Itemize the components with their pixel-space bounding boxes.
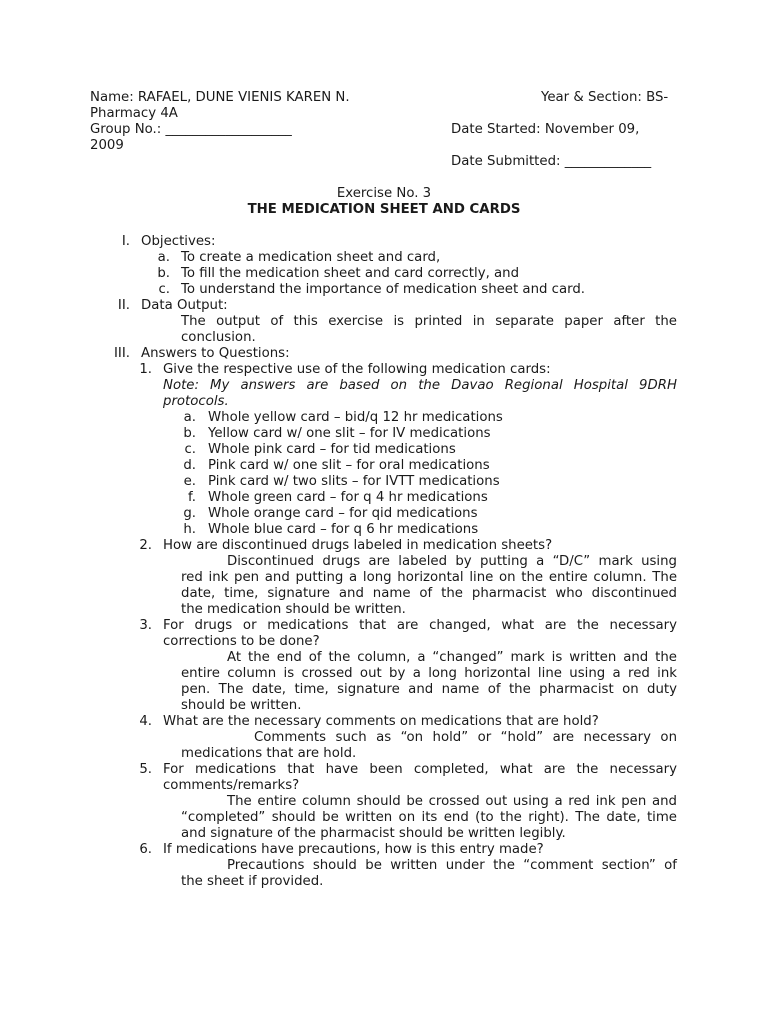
question-number: 4. xyxy=(139,714,152,729)
card-item: Pink card w/ two slits – for IVTT medications xyxy=(208,474,500,489)
question-text: Give the respective use of the following medication cards: xyxy=(163,362,551,377)
card-item: Whole orange card – for qid medications xyxy=(208,506,478,521)
answer-line: Discontinued drugs are labeled by putting a “D/C” mark using xyxy=(227,554,677,569)
objective-item: To create a medication sheet and card, xyxy=(181,250,441,265)
question-number: 5. xyxy=(139,762,152,777)
year-section-label: Year & Section: BS- xyxy=(541,90,669,105)
list-marker: b. xyxy=(183,426,196,441)
answer-line: date, time, signature and name of the pharmacist who discontinued xyxy=(181,586,677,601)
list-marker: h. xyxy=(183,522,196,537)
list-marker: e. xyxy=(183,474,196,489)
answer-line: Comments such as “on hold” or “hold” are necessary on xyxy=(254,730,677,745)
note-line: Note: My answers are based on the Davao Regional Hospital 9DRH xyxy=(163,378,677,393)
question-text: How are discontinued drugs labeled in medication sheets? xyxy=(163,538,553,553)
question-text: corrections to be done? xyxy=(163,634,320,649)
card-item: Whole green card – for q 4 hr medications xyxy=(208,490,488,505)
question-number: 3. xyxy=(139,618,152,633)
section-heading-data-output: Data Output: xyxy=(141,298,228,313)
section-heading-answers: Answers to Questions: xyxy=(141,346,290,361)
answer-line: should be written. xyxy=(181,698,302,713)
note-line: protocols. xyxy=(163,394,229,409)
list-marker: c. xyxy=(184,442,196,457)
document-title: THE MEDICATION SHEET AND CARDS xyxy=(247,202,521,217)
card-item: Yellow card w/ one slit – for IV medications xyxy=(208,426,491,441)
answer-line: “completed” should be written on its end (to the right). The date, time xyxy=(181,810,677,825)
answer-line: The entire column should be crossed out using a red ink pen and xyxy=(227,794,677,809)
group-number: Group No.: ___________________ xyxy=(90,122,292,137)
answer-line: red ink pen and putting a long horizontal line on the entire column. The xyxy=(181,570,677,585)
exercise-number: Exercise No. 3 xyxy=(336,186,432,201)
answer-line: medications that are hold. xyxy=(181,746,357,761)
list-marker: b. xyxy=(157,266,170,281)
card-item: Whole pink card – for tid medications xyxy=(208,442,456,457)
date-started-year: 2009 xyxy=(90,138,124,153)
question-number: 2. xyxy=(139,538,152,553)
date-submitted: Date Submitted: _____________ xyxy=(451,154,652,169)
question-text: For medications that have been completed, what are the necessary xyxy=(163,762,677,777)
student-name: Name: RAFAEL, DUNE VIENIS KAREN N. xyxy=(90,90,350,105)
card-item: Whole blue card – for q 6 hr medications xyxy=(208,522,479,537)
list-marker: c. xyxy=(158,282,170,297)
answer-line: the medication should be written. xyxy=(181,602,406,617)
list-marker: d. xyxy=(183,458,196,473)
answer-line: Precautions should be written under the “comment section” of xyxy=(227,858,677,873)
answer-line: and signature of the pharmacist should be written legibly. xyxy=(181,826,566,841)
list-marker: g. xyxy=(183,506,196,521)
list-marker: a. xyxy=(157,250,170,265)
date-started-label: Date Started: November 09, xyxy=(451,122,640,137)
answer-line: entire column is crossed out by a long horizontal line using a red ink xyxy=(181,666,677,681)
card-item: Pink card w/ one slit – for oral medications xyxy=(208,458,490,473)
list-marker: f. xyxy=(188,490,196,505)
year-section-value: Pharmacy 4A xyxy=(90,106,178,121)
section-heading-objectives: Objectives: xyxy=(141,234,216,249)
objective-item: To understand the importance of medication sheet and card. xyxy=(181,282,586,297)
paragraph-line: conclusion. xyxy=(181,330,256,345)
question-text: If medications have precautions, how is this entry made? xyxy=(163,842,544,857)
section-marker: I. xyxy=(121,234,130,249)
question-text: For drugs or medications that are changed, what are the necessary xyxy=(163,618,677,633)
objective-item: To fill the medication sheet and card correctly, and xyxy=(181,266,520,281)
question-number: 6. xyxy=(139,842,152,857)
section-marker: II. xyxy=(117,298,130,313)
answer-line: the sheet if provided. xyxy=(181,874,324,889)
card-item: Whole yellow card – bid/q 12 hr medications xyxy=(208,410,503,425)
section-marker: III. xyxy=(114,346,130,361)
answer-line: At the end of the column, a “changed” mark is written and the xyxy=(227,650,677,665)
question-text: What are the necessary comments on medications that are hold? xyxy=(163,714,599,729)
list-marker: a. xyxy=(183,410,196,425)
question-number: 1. xyxy=(139,362,152,377)
question-text: comments/remarks? xyxy=(163,778,300,793)
paragraph-line: The output of this exercise is printed in separate paper after the xyxy=(181,314,677,329)
answer-line: pen. The date, time, signature and name of the pharmacist on duty xyxy=(181,682,677,697)
